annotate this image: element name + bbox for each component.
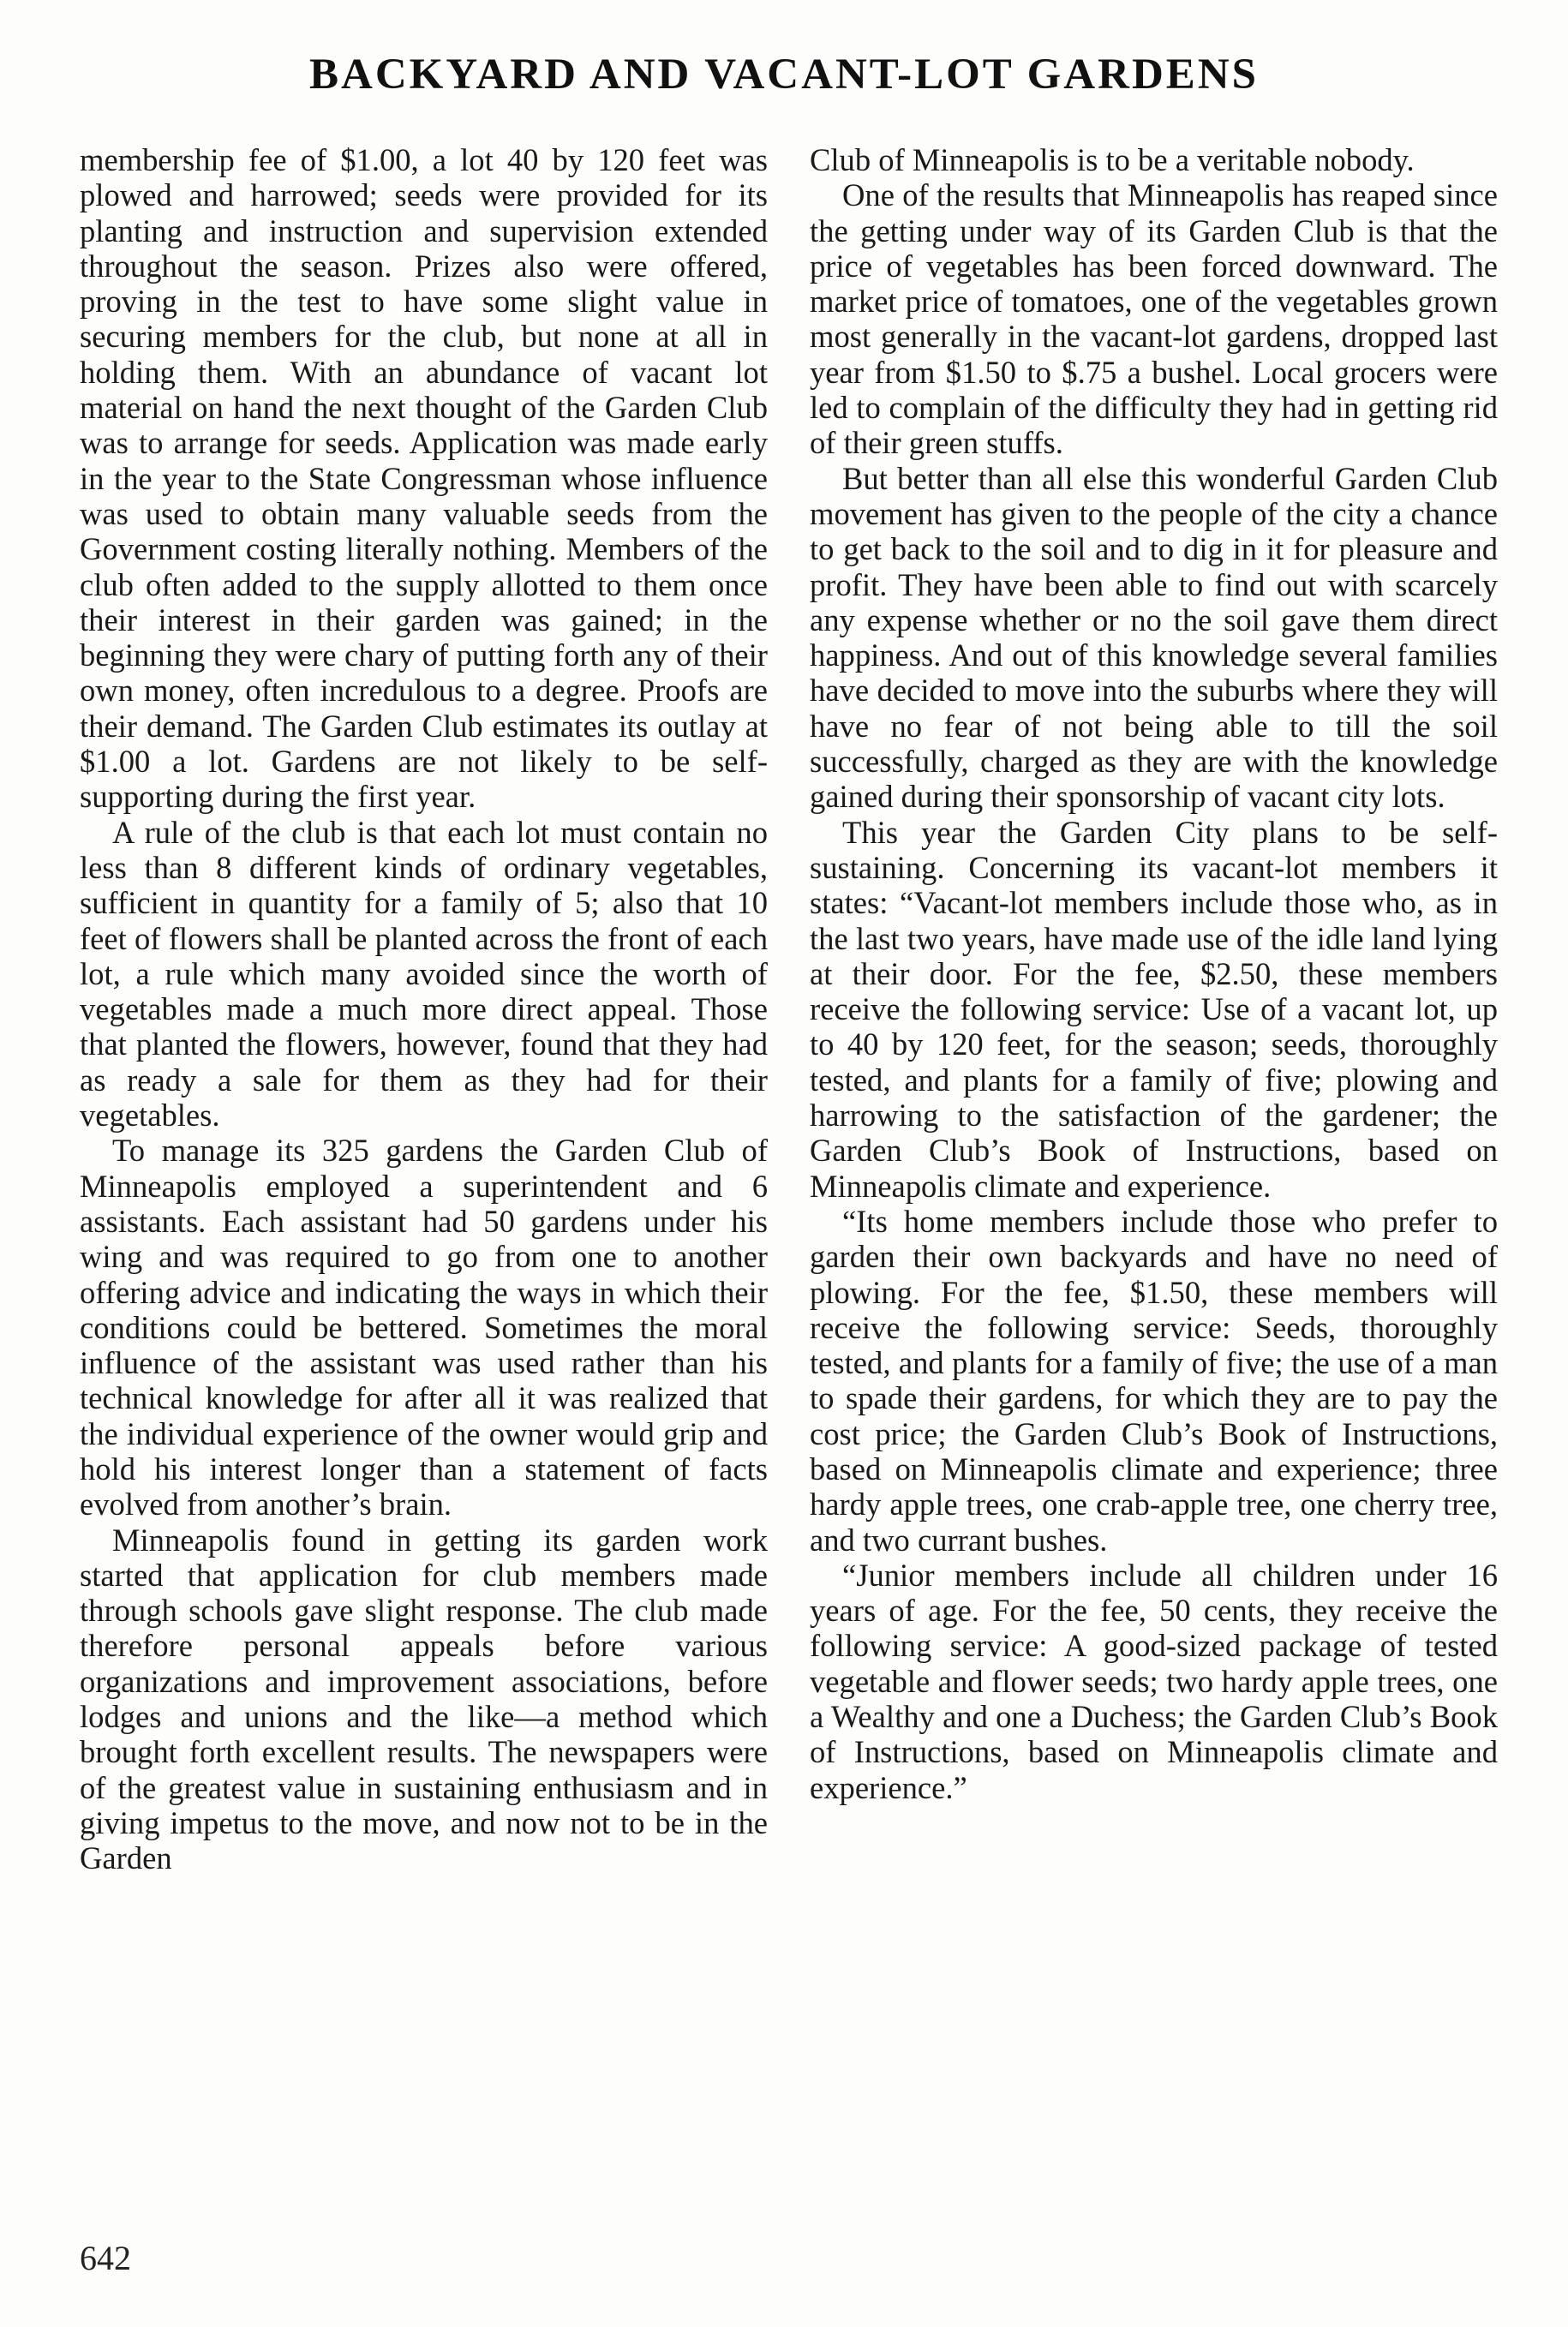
paragraph: “Its home members include those who prefer to garden their own backyards and have no need of plowing. For the fee, $1.50, these members will receive the following service: Seeds, thoroughly tested, and plants for a family of five; the use of a man to spade their gardens, for which they are to pay the cost price; the Garden Club’s Book of Instructions, based on Minneapolis climate and experience; three hardy apple trees, one crab-apple tree, one cherry tree, and two currant bushes. [810,1203,1498,1558]
paragraph: One of the results that Minneapolis has reaped since the getting under way of its Garden Club is that the price of vegetables has been forced downward. The market price of tomatoes, one of the vegetables grown most generally in the vacant-lot gardens, dropped last year from $1.50 to $.75 a bushel. Local grocers were led to complain of the difficulty they had in getting rid of their green stuffs. [810,177,1498,461]
paragraph: A rule of the club is that each lot must contain no less than 8 different kinds of ordinary vegetables, sufficient in quantity for a family of 5; also that 10 feet of flowers shall be planted across the front of each lot, a rule which many avoided since the worth of vegetables made a much more direct appeal. Those that planted the flowers, however, found that they had as ready a sale for them as they had for their vegetables. [80,814,768,1134]
paragraph: To manage its 325 gardens the Garden Club of Minneapolis employed a superintendent and 6 assistants. Each assistant had 50 gardens under his wing and was required to go from one to another offering advice and indicating the ways in which their conditions could be bettered. Sometimes the moral influence of the assistant was used rather than his technical knowledge for after all it was realized that the individual experience of the owner would grip and hold his interest longer than a statement of facts evolved from another’s brain. [80,1133,768,1522]
paragraph: membership fee of $1.00, a lot 40 by 120 feet was plowed and harrowed; seeds were provided for its planting and instruction and supervision extended throughout the season. Prizes also were offered, proving in the test to have some slight value in securing members for the club, but none at all in holding them. With an abundance of vacant lot material on hand the next thought of the Garden Club was to arrange for seeds. Application was made early in the year to the State Congressman whose influence was used to obtain many valuable seeds from the Government costing literally nothing. Members of the club often added to the supply allotted to them once their interest in their garden was gained; in the beginning they were chary of putting forth any of their own money, often incredulous to a degree. Proofs are their demand. The Garden Club estimates its outlay at $1.00 a lot. Gardens are not likely to be self-supporting during the first year. [80,142,768,815]
paragraph: “Junior members include all children under 16 years of age. For the fee, 50 cents, they receive the following service: A good-sized package of tested vegetable and flower seeds; two hardy apple trees, one a Wealthy and one a Duchess; the Garden Club’s Book of Instructions, based on Minneapolis climate and experience.” [810,1557,1498,1805]
paragraph: Minneapolis found in getting its garden work started that application for club members made through schools gave slight response. The club made therefore personal appeals before various organizations and improvement associations, before lodges and unions and the like—a method which brought forth excellent results. The newspapers were of the greatest value in sustaining enthusiasm and in giving impetus to the move, and now not to be in the Garden [80,1522,768,1876]
right-column [810,142,1498,1805]
paragraph: But better than all else this wonderful Garden Club movement has given to the people of the city a chance to get back to the soil and to dig in it for pleasure and profit. They have been able to find out with scarcely any expense whether or no the soil gave them direct happiness. And out of this knowledge several families have decided to move into the suburbs where they will have no fear of not being able to till the soil successfully, charged as they are with the knowledge gained during their sponsorship of vacant city lots. [810,460,1498,815]
paragraph: Club of Minneapolis is to be a veritable nobody. [810,142,1415,177]
running-header: BACKYARD AND VACANT-LOT GARDENS [308,51,1260,99]
left-column [80,142,768,1876]
page-number: 642 [80,2239,131,2277]
paragraph: This year the Garden City plans to be self-sustaining. Concerning its vacant-lot members it states: “Vacant-lot members include those who, as in the last two years, have made use of the idle land lying at their door. For the fee, $2.50, these members receive the following service: Use of a vacant lot, up to 40 by 120 feet, for the season; seeds, thoroughly tested, and plants for a family of five; plowing and harrowing to the satisfaction of the gardener; the Garden Club’s Book of Instructions, based on Minneapolis climate and experience. [810,814,1498,1204]
